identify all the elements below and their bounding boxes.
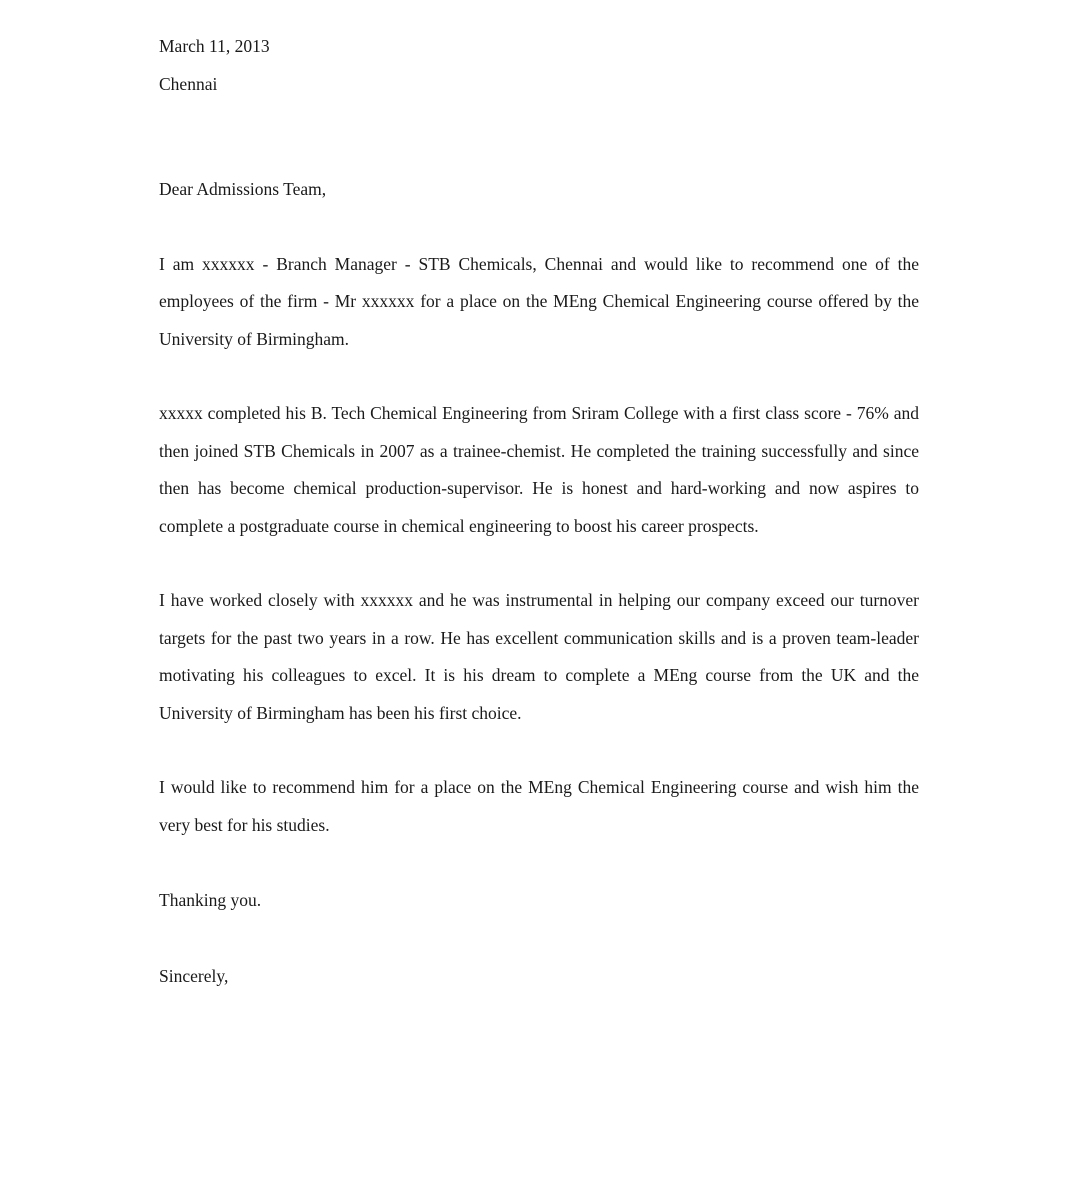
letter-paragraph-2: xxxxx completed his B. Tech Chemical Engineering from Sriram College with a first class score - 76% and then joined STB Chemicals in 2007 as a trainee-chemist. He completed the training successfully and since then has become chemical production-supervisor. He is honest and hard-working and now aspires to complete a postgraduate course in chemical engineering to boost his career prospects.: [159, 403, 919, 536]
letter-paragraph-3: I have worked closely with xxxxxx and he was instrumental in helping our company exceed our turnover targets for the past two years in a row. He has excellent communication skills and is a proven team-leader motivating his colleagues to excel. It is his dream to complete a MEng course from the UK and the University of Birmingham has been his first choice.: [159, 590, 919, 723]
letter-paragraph-1: I am xxxxxx - Branch Manager - STB Chemicals, Chennai and would like to recommend one of the employees of the firm - Mr xxxxxx for a place on the MEng Chemical Engineering course offered by the University of Birmingham.: [159, 253, 919, 349]
letter-signoff: Sincerely,: [159, 965, 229, 986]
letter-salutation: Dear Admissions Team,: [159, 179, 327, 199]
letter-paragraph-4: I would like to recommend him for a place on the MEng Chemical Engineering course and wish him the very best for his studies.: [159, 777, 919, 835]
recommendation-letter: [159, 28, 919, 995]
letter-city: Chennai: [159, 73, 218, 94]
letter-thanks: Thanking you.: [159, 890, 262, 910]
letter-date: March 11, 2013: [159, 36, 270, 56]
